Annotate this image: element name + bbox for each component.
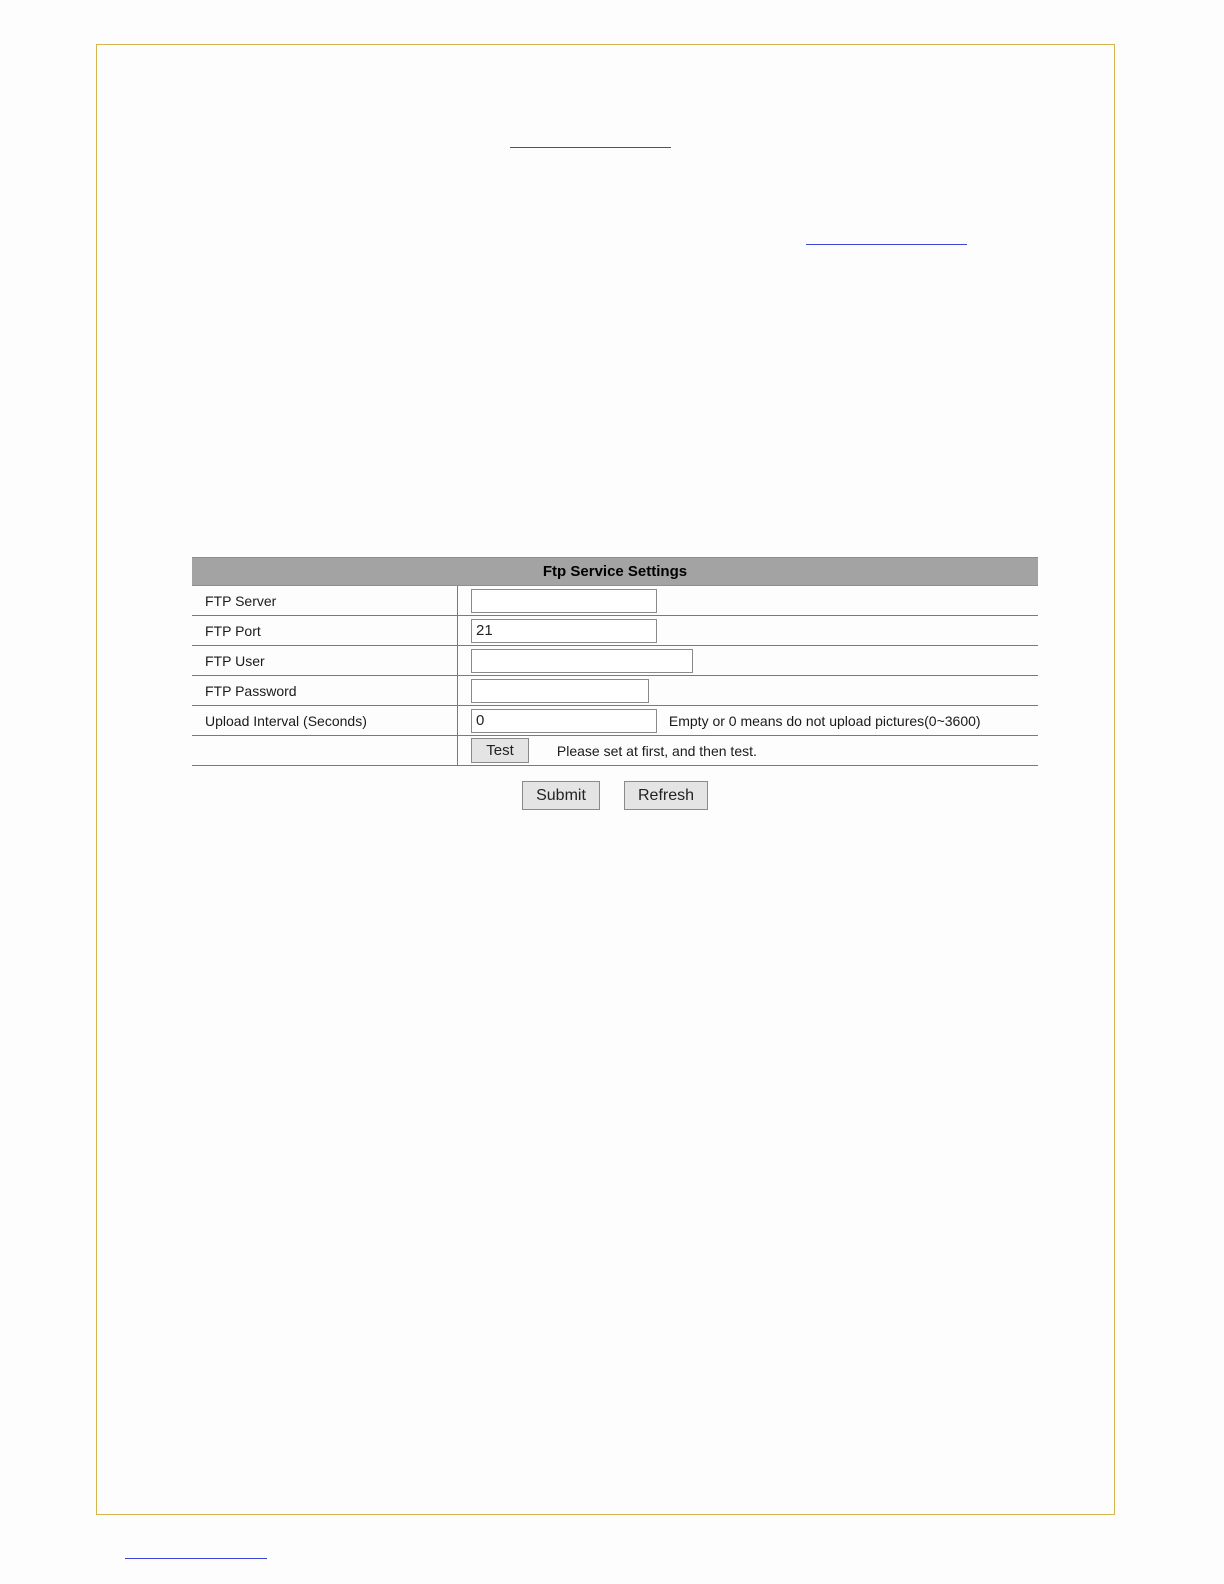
- action-buttons: [0, 781, 1224, 811]
- ftp-port-label: FTP Port: [192, 616, 458, 646]
- page-frame: [96, 44, 1115, 1515]
- upload-interval-cell: [458, 706, 1039, 736]
- ftp-user-input[interactable]: [471, 649, 693, 673]
- submit-button[interactable]: Submit: [522, 781, 600, 810]
- table-row: [192, 706, 1038, 736]
- ftp-server-label: FTP Server: [192, 586, 458, 616]
- upload-interval-label: Upload Interval (Seconds): [192, 706, 458, 736]
- upload-interval-hint: Empty or 0 means do not upload pictures(0~3600): [668, 712, 981, 729]
- table-row: [192, 616, 1038, 646]
- ftp-user-label: FTP User: [192, 646, 458, 676]
- ftp-password-label: FTP Password: [192, 676, 458, 706]
- hyperlink-underline[interactable]: [806, 244, 967, 245]
- hyperlink-underline[interactable]: [510, 147, 671, 148]
- ftp-port-input[interactable]: [471, 619, 657, 643]
- table-row: [192, 676, 1038, 706]
- test-hint: Please set at first, and then test.: [556, 742, 757, 759]
- ftp-user-cell: [458, 646, 1039, 676]
- ftp-password-input[interactable]: [471, 679, 649, 703]
- ftp-server-cell: [458, 586, 1039, 616]
- upload-interval-input[interactable]: [471, 709, 657, 733]
- refresh-button[interactable]: Refresh: [624, 781, 708, 810]
- test-cell: [458, 736, 1039, 766]
- test-button[interactable]: Test: [471, 738, 529, 763]
- ftp-settings-title: Ftp Service Settings: [192, 558, 1038, 586]
- ftp-port-cell: [458, 616, 1039, 646]
- hyperlink-underline[interactable]: [125, 1558, 267, 1559]
- ftp-settings-table: [192, 557, 1038, 766]
- empty-label-cell: [192, 736, 458, 766]
- table-row: [192, 736, 1038, 766]
- table-row: [192, 586, 1038, 616]
- ftp-server-input[interactable]: [471, 589, 657, 613]
- table-header-row: [192, 558, 1038, 586]
- table-row: [192, 646, 1038, 676]
- ftp-password-cell: [458, 676, 1039, 706]
